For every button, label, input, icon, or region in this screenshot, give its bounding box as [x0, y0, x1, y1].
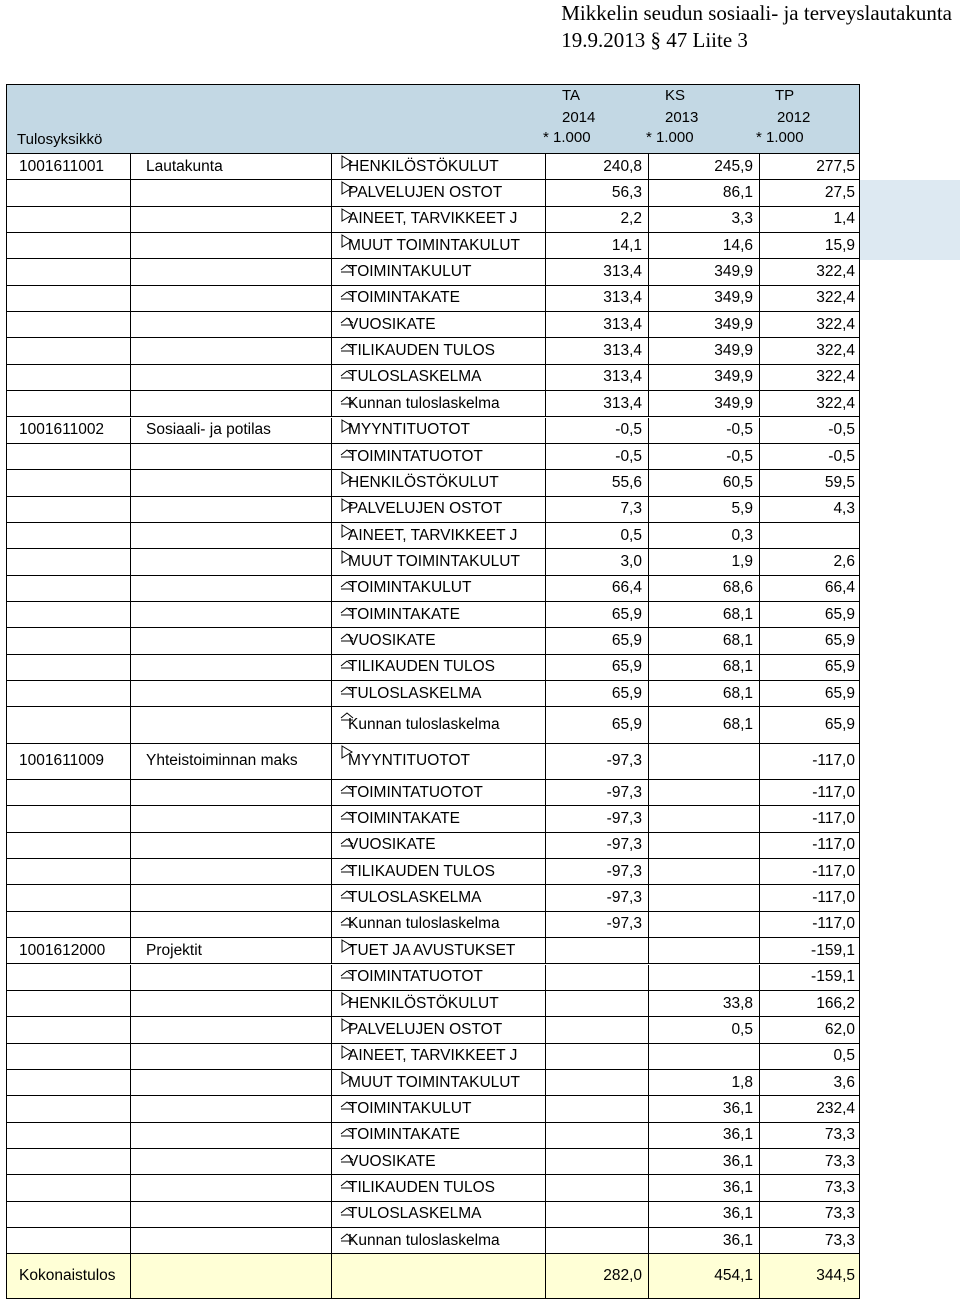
- account-label: TOIMINTATUOTOT: [348, 783, 483, 801]
- value-ks: 1,9: [649, 549, 760, 575]
- account-label: VUOSIKATE: [348, 315, 436, 333]
- value-ta: 313,4: [546, 259, 649, 285]
- value-ks: 349,9: [649, 259, 760, 285]
- value-ks: 14,6: [649, 233, 760, 259]
- account-label: TULOSLASKELMA: [348, 684, 482, 702]
- value-ks: 36,1: [649, 1202, 760, 1228]
- unit-name: Sosiaali- ja potilas: [131, 418, 332, 444]
- total-value-tp: 344,5: [816, 1267, 855, 1285]
- value-tp: -0,5: [760, 418, 859, 444]
- col1-unit: * 1.000: [543, 129, 591, 146]
- account-label: TOIMINTATUOTOT: [348, 968, 483, 986]
- value-tp: 322,4: [760, 312, 859, 338]
- value-ta: 65,9: [546, 655, 649, 681]
- value-ks: 68,1: [649, 707, 760, 743]
- value-ta: 14,1: [546, 233, 649, 259]
- col2-year: 2013: [665, 109, 699, 126]
- value-ks: -0,5: [649, 418, 760, 444]
- value-ta: -97,3: [546, 912, 649, 938]
- account-label: TILIKAUDEN TULOS: [348, 862, 496, 880]
- value-ta: -97,3: [546, 806, 649, 832]
- value-tp: -117,0: [760, 806, 859, 832]
- account-label: TOIMINTAKATE: [348, 289, 460, 307]
- account-label: AINEET, TARVIKKEET J: [348, 1047, 518, 1065]
- account-label: TULOSLASKELMA: [348, 889, 482, 907]
- col2-unit: * 1.000: [646, 129, 694, 146]
- value-tp: -117,0: [760, 833, 859, 859]
- value-tp: -159,1: [760, 938, 859, 964]
- account-label: TOIMINTAKATE: [348, 810, 460, 828]
- value-ta: 3,0: [546, 549, 649, 575]
- account-label: Kunnan tuloslaskelma: [348, 716, 500, 734]
- value-ks: 68,1: [649, 655, 760, 681]
- value-tp: 73,3: [760, 1149, 859, 1175]
- account-label: TUET JA AVUSTUKSET: [348, 941, 516, 959]
- value-tp: 73,3: [760, 1202, 859, 1228]
- account-label: PALVELUJEN OSTOT: [348, 500, 503, 518]
- value-tp: 27,5: [760, 180, 859, 206]
- value-tp: 15,9: [760, 233, 859, 259]
- value-ta: -0,5: [546, 444, 649, 470]
- value-ta: 65,9: [546, 628, 649, 654]
- account-label: TOIMINTAKATE: [348, 605, 460, 623]
- value-ks: 0,3: [649, 523, 760, 549]
- value-ta: 55,6: [546, 470, 649, 496]
- unit-code: 1001611001: [7, 154, 131, 180]
- value-tp: -117,0: [760, 885, 859, 911]
- document-header: [561, 0, 952, 54]
- account-label: Kunnan tuloslaskelma: [348, 394, 500, 412]
- value-ta: -97,3: [546, 744, 649, 780]
- value-ks: 68,1: [649, 681, 760, 707]
- account-label: HENKILÖSTÖKULUT: [348, 994, 499, 1012]
- value-ta: 313,4: [546, 286, 649, 312]
- total-label: Kokonaistulos: [7, 1254, 131, 1298]
- value-tp: 4,3: [760, 497, 859, 523]
- value-ks: 245,9: [649, 154, 760, 180]
- unit-column-label: Tulosyksikkö: [17, 131, 103, 148]
- value-ta: 65,9: [546, 602, 649, 628]
- value-ks: 36,1: [649, 1123, 760, 1149]
- account-label: TULOSLASKELMA: [348, 368, 482, 386]
- account-label: PALVELUJEN OSTOT: [348, 184, 503, 202]
- value-tp: 65,9: [760, 602, 859, 628]
- value-tp: 65,9: [760, 628, 859, 654]
- value-ta: 2,2: [546, 207, 649, 233]
- col3-unit: * 1.000: [756, 129, 804, 146]
- value-tp: 3,6: [760, 1070, 859, 1096]
- account-label: VUOSIKATE: [348, 1152, 436, 1170]
- value-tp: 322,4: [760, 259, 859, 285]
- value-tp: 277,5: [760, 154, 859, 180]
- value-ta: 7,3: [546, 497, 649, 523]
- col1-year: 2014: [562, 109, 596, 126]
- account-label: MUUT TOIMINTAKULUT: [348, 1073, 520, 1091]
- value-ta: 66,4: [546, 576, 649, 602]
- value-ks: 36,1: [649, 1175, 760, 1201]
- account-label: TULOSLASKELMA: [348, 1205, 482, 1223]
- unit-name: Yhteistoiminnan maks: [131, 744, 332, 780]
- account-label: TOIMINTAKULUT: [348, 579, 472, 597]
- value-ks: 1,8: [649, 1070, 760, 1096]
- account-label: MYYNTITUOTOT: [348, 421, 470, 439]
- value-tp: -117,0: [760, 859, 859, 885]
- total-value-ta: 282,0: [546, 1254, 649, 1298]
- value-ta: 313,4: [546, 312, 649, 338]
- value-ta: -97,3: [546, 833, 649, 859]
- value-tp: 65,9: [760, 681, 859, 707]
- value-ks: 86,1: [649, 180, 760, 206]
- value-ta: 313,4: [546, 338, 649, 364]
- account-label: TOIMINTAKATE: [348, 1126, 460, 1144]
- value-tp: -117,0: [760, 780, 859, 806]
- value-tp: 1,4: [760, 207, 859, 233]
- value-ks: 36,1: [649, 1096, 760, 1122]
- value-ks: 0,5: [649, 1017, 760, 1043]
- value-tp: 0,5: [760, 1044, 859, 1070]
- value-tp: 322,4: [760, 286, 859, 312]
- value-ks: 349,9: [649, 338, 760, 364]
- value-ks: 68,6: [649, 576, 760, 602]
- account-label: MUUT TOIMINTAKULUT: [348, 236, 520, 254]
- value-ks: 5,9: [649, 497, 760, 523]
- unit-name: Lautakunta: [131, 154, 332, 180]
- value-ta: 65,9: [546, 681, 649, 707]
- value-tp: -117,0: [760, 912, 859, 938]
- header-line-1: Mikkelin seudun sosiaali- ja terveyslautakunta: [561, 1, 952, 25]
- value-ks: 349,9: [649, 391, 760, 417]
- account-label: TILIKAUDEN TULOS: [348, 1178, 496, 1196]
- account-label: HENKILÖSTÖKULUT: [348, 473, 499, 491]
- value-ta: -97,3: [546, 780, 649, 806]
- account-label: Kunnan tuloslaskelma: [348, 915, 500, 933]
- value-tp: 73,3: [760, 1123, 859, 1149]
- account-label: PALVELUJEN OSTOT: [348, 1020, 503, 1038]
- value-ta: 240,8: [546, 154, 649, 180]
- col3-code: TP: [775, 87, 795, 104]
- value-ks: 36,1: [649, 1149, 760, 1175]
- value-ta: -0,5: [546, 418, 649, 444]
- account-label: VUOSIKATE: [348, 836, 436, 854]
- value-ks: 33,8: [649, 991, 760, 1017]
- total-value-ks: 454,1: [649, 1254, 760, 1298]
- value-ks: 60,5: [649, 470, 760, 496]
- value-tp: 65,9: [760, 655, 859, 681]
- value-ks: 36,1: [649, 1228, 760, 1254]
- value-ks: -0,5: [649, 444, 760, 470]
- account-label: TOIMINTAKULUT: [348, 263, 472, 281]
- value-tp: 59,5: [760, 470, 859, 496]
- account-label: AINEET, TARVIKKEET J: [348, 526, 518, 544]
- value-ta: -97,3: [546, 859, 649, 885]
- table-frame: [6, 84, 860, 1299]
- account-label: MUUT TOIMINTAKULUT: [348, 552, 520, 570]
- value-tp: 322,4: [760, 338, 859, 364]
- value-tp: 2,6: [760, 549, 859, 575]
- value-tp: 322,4: [760, 365, 859, 391]
- background-tint: [860, 180, 960, 260]
- value-tp: 166,2: [760, 991, 859, 1017]
- account-label: TOIMINTATUOTOT: [348, 447, 483, 465]
- value-tp: 73,3: [760, 1175, 859, 1201]
- value-ta: 65,9: [546, 707, 649, 743]
- account-label: TILIKAUDEN TULOS: [348, 658, 496, 676]
- value-ta: 0,5: [546, 523, 649, 549]
- unit-code: 1001612000: [7, 938, 131, 964]
- col3-year: 2012: [777, 109, 811, 126]
- col2-code: KS: [665, 87, 686, 104]
- unit-code: 1001611002: [7, 418, 131, 444]
- account-label: HENKILÖSTÖKULUT: [348, 157, 499, 175]
- value-tp: -159,1: [760, 965, 859, 991]
- value-tp: 65,9: [760, 707, 859, 743]
- value-tp: -0,5: [760, 444, 859, 470]
- value-tp: 232,4: [760, 1096, 859, 1122]
- value-ks: 3,3: [649, 207, 760, 233]
- unit-name: Projektit: [131, 938, 332, 964]
- value-ks: 349,9: [649, 365, 760, 391]
- value-tp: 62,0: [760, 1017, 859, 1043]
- value-ks: 349,9: [649, 286, 760, 312]
- value-tp: -117,0: [760, 744, 859, 780]
- value-ks: 68,1: [649, 602, 760, 628]
- value-tp: 73,3: [760, 1228, 859, 1254]
- header-line-2: 19.9.2013 § 47 Liite 3: [561, 28, 748, 52]
- value-ta: -97,3: [546, 885, 649, 911]
- value-ks: 349,9: [649, 312, 760, 338]
- account-label: TILIKAUDEN TULOS: [348, 342, 496, 360]
- value-ks: 68,1: [649, 628, 760, 654]
- account-label: AINEET, TARVIKKEET J: [348, 210, 518, 228]
- account-label: MYYNTITUOTOT: [348, 752, 470, 770]
- value-tp: 322,4: [760, 391, 859, 417]
- value-ta: 313,4: [546, 365, 649, 391]
- value-ta: 313,4: [546, 391, 649, 417]
- account-label: TOIMINTAKULUT: [348, 1099, 472, 1117]
- account-label: Kunnan tuloslaskelma: [348, 1231, 500, 1249]
- col1-code: TA: [562, 87, 581, 104]
- value-ta: 56,3: [546, 180, 649, 206]
- value-tp: 66,4: [760, 576, 859, 602]
- account-label: VUOSIKATE: [348, 631, 436, 649]
- unit-code: 1001611009: [7, 744, 131, 780]
